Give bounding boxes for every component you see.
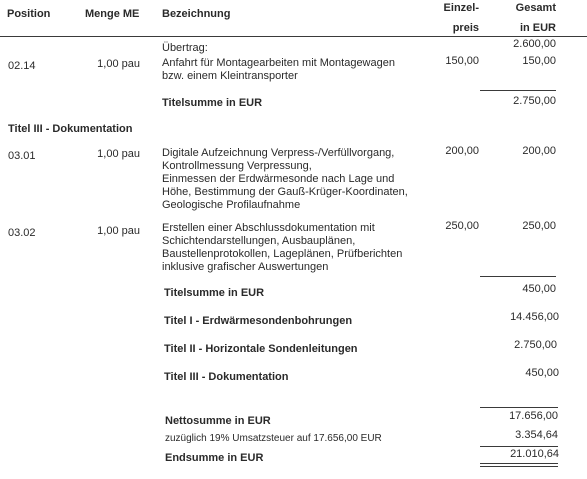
item-0302-unit-price: 250,00 — [445, 220, 479, 232]
summary-title-1-value: 14.456,00 — [510, 311, 559, 323]
item-0301-quantity: 1,00 pau — [97, 148, 140, 160]
netto-rule — [480, 407, 558, 408]
end-value: 21.010,64 — [510, 448, 559, 460]
item-0302-position: 03.02 — [8, 227, 36, 239]
subtotal-rule-1 — [480, 90, 556, 91]
summary-title-1-label: Titel I - Erdwärmesondenbohrungen — [164, 315, 353, 327]
item-0301-position: 03.01 — [8, 150, 36, 162]
titelsumme-1-label: Titelsumme in EUR — [162, 97, 263, 109]
netto-label: Nettosumme in EUR — [165, 415, 271, 427]
item-0301-total: 200,00 — [522, 145, 556, 157]
section-title: Titel III - Dokumentation — [8, 123, 133, 135]
item-0302-quantity: 1,00 pau — [97, 225, 140, 237]
vat-label: zuzüglich 19% Umsatzsteuer auf 17.656,00 EUR — [165, 433, 382, 444]
item-0214-quantity: 1,00 pau — [97, 58, 140, 70]
header-gesamt-line2: in EUR — [519, 22, 556, 34]
uebertrag-value: 2.600,00 — [513, 38, 556, 50]
summary-title-3-value: 450,00 — [525, 367, 559, 379]
item-0301-description: Digitale Aufzeichnung Verpress-/Verfüllvorgang, Kontrollmessung Verpressung, Einmessen der Erdwärmesonde nach Lage und Höhe, Bestimmung der Gauß-Krüger-Koordinaten, Geologische Profilaufnahme — [162, 147, 408, 211]
end-double-rule-bottom — [480, 466, 558, 467]
header-einzelpreis-line1: Einzel- — [443, 2, 479, 14]
subtotal-rule-2 — [480, 276, 556, 277]
header-rule — [0, 36, 587, 37]
uebertrag-label: Übertrag: — [162, 42, 208, 54]
netto-value: 17.656,00 — [509, 410, 558, 422]
item-0302-description: Erstellen einer Abschlussdokumentation mit Schichtendarstellungen, Ausbauplänen, Baustellenprotokollen, Lageplänen, Prüfberichten inklusive grafischer Auswertungen — [162, 222, 403, 273]
header-menge: Menge ME — [85, 8, 140, 20]
end-double-rule-top — [480, 463, 558, 464]
titelsumme-2-value: 450,00 — [522, 283, 556, 295]
titelsumme-1-value: 2.750,00 — [513, 95, 556, 107]
header-bezeichnung: Bezeichnung — [162, 8, 231, 20]
vat-value: 3.354,64 — [515, 429, 558, 441]
end-label: Endsumme in EUR — [165, 452, 264, 464]
header-position: Position — [7, 8, 51, 20]
titelsumme-2-label: Titelsumme in EUR — [164, 287, 265, 299]
item-0214-unit-price: 150,00 — [445, 55, 479, 67]
summary-title-2-value: 2.750,00 — [514, 339, 557, 351]
header-gesamt-line1: Gesamt — [515, 2, 556, 14]
summary-title-3-label: Titel III - Dokumentation — [164, 371, 289, 383]
header-einzelpreis-line2: preis — [452, 22, 479, 34]
end-rule — [480, 446, 558, 447]
item-0302-total: 250,00 — [522, 220, 556, 232]
item-0214-description: Anfahrt für Montagearbeiten mit Montagewagen bzw. einem Kleintransporter — [162, 57, 395, 82]
item-0214-position: 02.14 — [8, 60, 36, 72]
item-0301-unit-price: 200,00 — [445, 145, 479, 157]
item-0214-total: 150,00 — [522, 55, 556, 67]
summary-title-2-label: Titel II - Horizontale Sondenleitungen — [164, 343, 358, 355]
